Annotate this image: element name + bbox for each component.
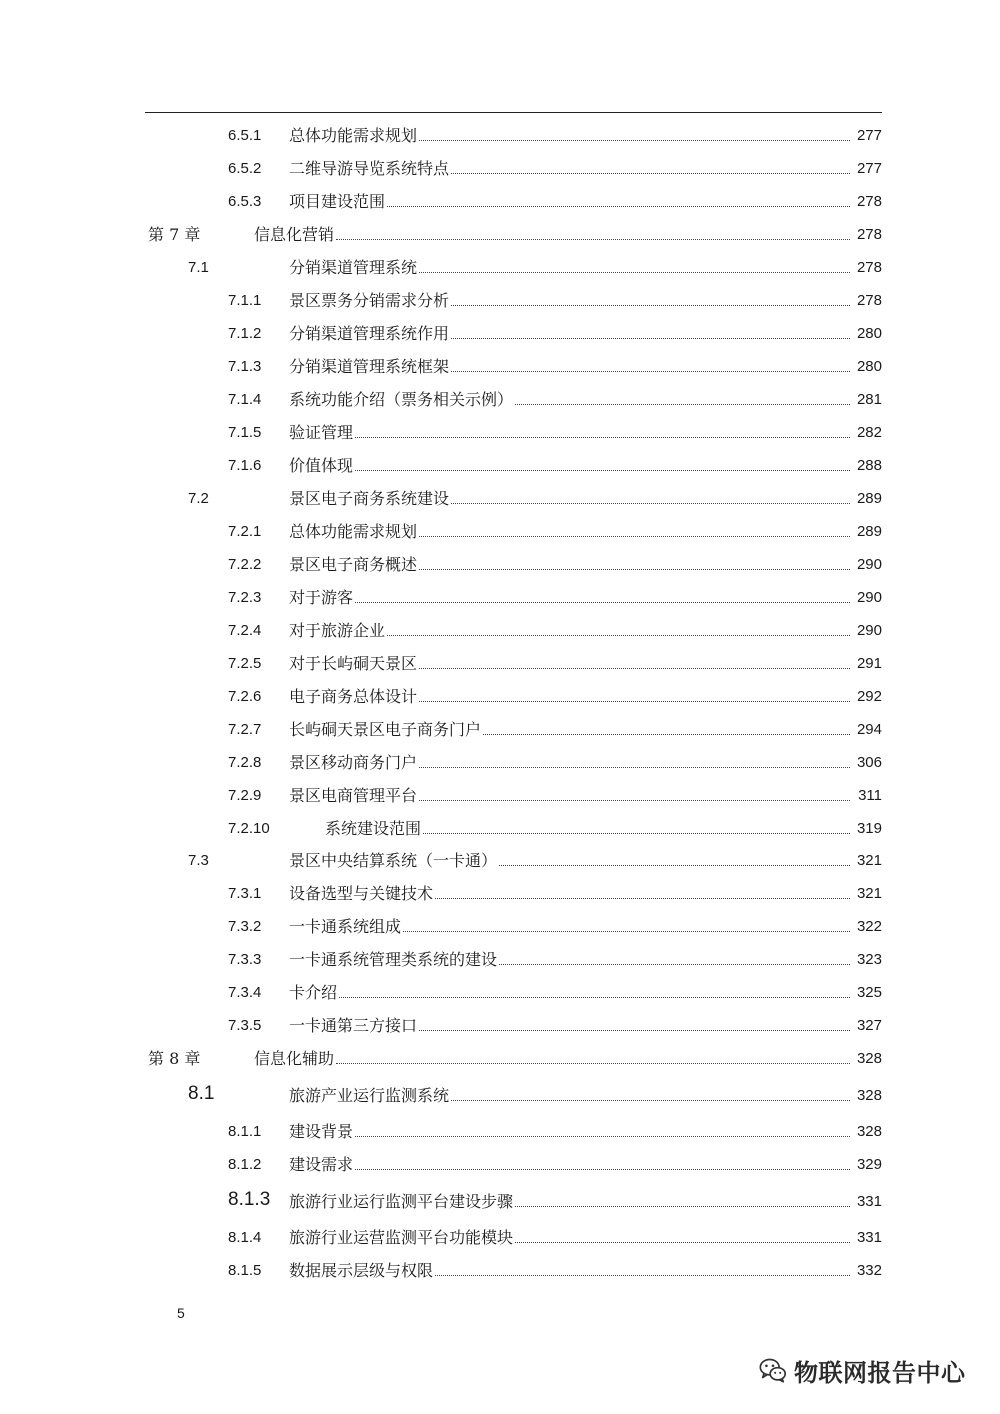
toc-entry-number: 8.1.5 bbox=[228, 1262, 262, 1279]
toc-entry-title: 长屿硐天景区电子商务门户 bbox=[289, 720, 482, 739]
toc-entry-page: 277 bbox=[855, 124, 882, 148]
toc-entry-page: 327 bbox=[855, 1014, 882, 1038]
toc-entry-title: 景区票务分销需求分析 bbox=[289, 291, 450, 310]
toc-entry-title: 卡介绍 bbox=[289, 983, 338, 1002]
toc-entry-page: 294 bbox=[855, 718, 882, 742]
toc-leader-dots bbox=[419, 272, 850, 273]
toc-leader-dots bbox=[451, 338, 850, 339]
toc-entry[interactable] bbox=[0, 619, 1000, 643]
toc-entry[interactable] bbox=[0, 1190, 1000, 1214]
toc-entry[interactable] bbox=[0, 520, 1000, 544]
toc-entry-page: 289 bbox=[855, 520, 882, 544]
toc-entry-page: 278 bbox=[855, 223, 882, 247]
toc-entry[interactable] bbox=[0, 1014, 1000, 1038]
toc-leader-dots bbox=[355, 1169, 850, 1170]
toc-entry[interactable] bbox=[0, 1084, 1000, 1108]
toc-entry-page: 321 bbox=[855, 849, 882, 873]
toc-leader-dots bbox=[336, 1063, 850, 1064]
toc-entry-title: 旅游产业运行监测系统 bbox=[289, 1086, 450, 1105]
toc-entry-page: 290 bbox=[855, 553, 882, 577]
toc-entry-title: 景区移动商务门户 bbox=[289, 753, 418, 772]
toc-entry-page: 321 bbox=[855, 882, 882, 906]
toc-entry-number: 6.5.1 bbox=[228, 127, 262, 144]
watermark bbox=[758, 1352, 966, 1388]
toc-entry[interactable] bbox=[0, 751, 1000, 775]
toc-leader-dots bbox=[419, 536, 850, 537]
toc-entry-title: 建设需求 bbox=[289, 1155, 354, 1174]
toc-entry[interactable] bbox=[0, 553, 1000, 577]
toc-entry-number: 7.2.5 bbox=[228, 655, 262, 672]
toc-entry-page: 278 bbox=[855, 190, 882, 214]
toc-entry[interactable] bbox=[0, 882, 1000, 906]
toc-entry-page: 277 bbox=[855, 157, 882, 181]
wechat-icon bbox=[758, 1355, 788, 1385]
toc-entry-title: 信息化营销 bbox=[254, 225, 335, 244]
toc-entry-number: 7.1.4 bbox=[228, 391, 262, 408]
toc-leader-dots bbox=[499, 865, 850, 866]
toc-leader-dots bbox=[419, 569, 850, 570]
toc-entry-number: 7.2.7 bbox=[228, 721, 262, 738]
page-number: 5 bbox=[177, 1305, 185, 1321]
toc-entry-page: 311 bbox=[856, 784, 882, 808]
toc-entry-title: 建设背景 bbox=[289, 1122, 354, 1141]
toc-entry[interactable] bbox=[0, 1120, 1000, 1144]
toc-entry-page: 290 bbox=[855, 586, 882, 610]
toc-entry[interactable] bbox=[0, 849, 1000, 873]
toc-entry-number: 8.1.3 bbox=[228, 1189, 271, 1210]
toc-leader-dots bbox=[451, 305, 850, 306]
toc-entry-title: 总体功能需求规划 bbox=[289, 126, 418, 145]
toc-entry[interactable] bbox=[0, 948, 1000, 972]
toc-entry-number: 8.1 bbox=[188, 1083, 215, 1104]
toc-entry-title: 电子商务总体设计 bbox=[289, 687, 418, 706]
toc-entry-number: 7.3 bbox=[188, 852, 209, 869]
toc-leader-dots bbox=[423, 833, 850, 834]
toc-entry[interactable] bbox=[0, 454, 1000, 478]
toc-leader-dots bbox=[419, 767, 850, 768]
toc-entry-page: 329 bbox=[855, 1153, 882, 1177]
toc-entry-title: 景区电子商务系统建设 bbox=[289, 489, 450, 508]
toc-entry-title: 对于长屿硐天景区 bbox=[289, 654, 418, 673]
toc-entry-title: 分销渠道管理系统作用 bbox=[289, 324, 450, 343]
toc-entry[interactable] bbox=[0, 915, 1000, 939]
toc-leader-dots bbox=[419, 701, 850, 702]
toc-entry-number: 第 8 章 bbox=[148, 1049, 201, 1068]
toc-entry-number: 7.2.6 bbox=[228, 688, 262, 705]
toc-entry-title: 一卡通第三方接口 bbox=[289, 1016, 418, 1035]
toc-entry-page: 280 bbox=[855, 322, 882, 346]
toc-entry-number: 7.3.5 bbox=[228, 1017, 262, 1034]
toc-leader-dots bbox=[419, 800, 850, 801]
toc-leader-dots bbox=[435, 1275, 850, 1276]
toc-entry-page: 331 bbox=[855, 1226, 882, 1250]
toc-entry-number: 第 7 章 bbox=[148, 225, 201, 244]
toc-entry-title: 景区电商管理平台 bbox=[289, 786, 418, 805]
toc-entry-number: 7.2.9 bbox=[228, 787, 262, 804]
toc-entry[interactable] bbox=[0, 685, 1000, 709]
toc-entry-title: 景区电子商务概述 bbox=[289, 555, 418, 574]
toc-entry[interactable] bbox=[0, 190, 1000, 214]
toc-entry[interactable] bbox=[0, 289, 1000, 313]
toc-entry-page: 328 bbox=[855, 1120, 882, 1144]
toc-entry-title: 数据展示层级与权限 bbox=[289, 1261, 434, 1280]
toc-leader-dots bbox=[387, 635, 850, 636]
toc-entry[interactable] bbox=[0, 1153, 1000, 1177]
toc-entry[interactable] bbox=[0, 388, 1000, 412]
toc-entry-page: 281 bbox=[855, 388, 882, 412]
toc-entry-number: 7.1.2 bbox=[228, 325, 262, 342]
toc-leader-dots bbox=[339, 997, 850, 998]
toc-leader-dots bbox=[451, 173, 850, 174]
toc-entry-title: 一卡通系统组成 bbox=[289, 917, 402, 936]
toc-entry-title: 系统功能介绍（票务相关示例） bbox=[289, 390, 514, 409]
toc-entry-title: 分销渠道管理系统 bbox=[289, 258, 418, 277]
toc-entry-page: 278 bbox=[855, 256, 882, 280]
toc-entry-title: 旅游行业运行监测平台建设步骤 bbox=[289, 1192, 514, 1211]
toc-leader-dots bbox=[419, 140, 850, 141]
toc-leader-dots bbox=[403, 931, 850, 932]
toc-leader-dots bbox=[451, 1100, 850, 1101]
toc-entry-number: 7.1.6 bbox=[228, 457, 262, 474]
toc-entry-page: 288 bbox=[855, 454, 882, 478]
toc-entry-page: 328 bbox=[855, 1047, 882, 1071]
toc-entry-page: 306 bbox=[855, 751, 882, 775]
toc-entry-title: 对于旅游企业 bbox=[289, 621, 386, 640]
toc-entry-title: 总体功能需求规划 bbox=[289, 522, 418, 541]
toc-entry-page: 328 bbox=[855, 1084, 882, 1108]
toc-entry-number: 7.2.1 bbox=[228, 523, 262, 540]
toc-entry-number: 7.2.4 bbox=[228, 622, 262, 639]
toc-entry-page: 291 bbox=[855, 652, 882, 676]
toc-entry-title: 设备选型与关键技术 bbox=[289, 884, 434, 903]
toc-entry[interactable] bbox=[0, 817, 1000, 841]
toc-entry[interactable] bbox=[0, 421, 1000, 445]
toc-entry-number: 8.1.4 bbox=[228, 1229, 262, 1246]
toc-entry-title: 对于游客 bbox=[289, 588, 354, 607]
toc-entry-number: 8.1.2 bbox=[228, 1156, 262, 1173]
toc-entry-page: 292 bbox=[855, 685, 882, 709]
toc-leader-dots bbox=[515, 1206, 850, 1207]
toc-entry[interactable] bbox=[0, 223, 1000, 247]
toc-entry[interactable] bbox=[0, 1259, 1000, 1283]
toc-entry-number: 7.3.4 bbox=[228, 984, 262, 1001]
toc-entry-page: 280 bbox=[855, 355, 882, 379]
toc-leader-dots bbox=[515, 1242, 850, 1243]
toc-entry-title: 系统建设范围 bbox=[325, 819, 422, 838]
toc-entry-page: 319 bbox=[855, 817, 882, 841]
toc-entry[interactable] bbox=[0, 322, 1000, 346]
toc-entry-title: 验证管理 bbox=[289, 423, 354, 442]
toc-entry-number: 6.5.3 bbox=[228, 193, 262, 210]
toc-entry[interactable] bbox=[0, 1047, 1000, 1071]
toc-leader-dots bbox=[355, 602, 850, 603]
toc-entry-number: 7.1.1 bbox=[228, 292, 262, 309]
toc-leader-dots bbox=[336, 239, 850, 240]
toc-entry-title: 一卡通系统管理类系统的建设 bbox=[289, 950, 498, 969]
toc-entry[interactable] bbox=[0, 718, 1000, 742]
toc-entry-number: 6.5.2 bbox=[228, 160, 262, 177]
toc-entry-number: 7.1.3 bbox=[228, 358, 262, 375]
toc-entry-page: 331 bbox=[855, 1190, 882, 1214]
toc-entry-page: 282 bbox=[855, 421, 882, 445]
toc-entry[interactable] bbox=[0, 487, 1000, 511]
toc-leader-dots bbox=[483, 734, 850, 735]
toc-entry-title: 价值体现 bbox=[289, 456, 354, 475]
toc-entry-page: 332 bbox=[855, 1259, 882, 1283]
toc-leader-dots bbox=[451, 503, 850, 504]
toc-entry-number: 7.2.10 bbox=[228, 820, 270, 837]
toc-entry[interactable] bbox=[0, 652, 1000, 676]
toc-entry-number: 7.3.2 bbox=[228, 918, 262, 935]
toc-entry-number: 7.1 bbox=[188, 259, 209, 276]
toc-entry-number: 7.1.5 bbox=[228, 424, 262, 441]
toc-entry-number: 7.2 bbox=[188, 490, 209, 507]
toc-leader-dots bbox=[419, 1030, 850, 1031]
toc-entry-page: 290 bbox=[855, 619, 882, 643]
toc-entry-title: 二维导游导览系统特点 bbox=[289, 159, 450, 178]
toc-entry-number: 7.3.1 bbox=[228, 885, 262, 902]
toc-entry-page: 289 bbox=[855, 487, 882, 511]
toc-leader-dots bbox=[387, 206, 850, 207]
toc-entry[interactable] bbox=[0, 157, 1000, 181]
toc-entry[interactable] bbox=[0, 784, 1000, 808]
toc-entry-title: 信息化辅助 bbox=[254, 1049, 335, 1068]
toc-entry-page: 325 bbox=[855, 981, 882, 1005]
toc-entry-number: 7.3.3 bbox=[228, 951, 262, 968]
toc-leader-dots bbox=[499, 964, 850, 965]
toc-entry-number: 7.2.8 bbox=[228, 754, 262, 771]
toc-leader-dots bbox=[355, 1136, 850, 1137]
toc-leader-dots bbox=[435, 898, 850, 899]
toc-entry[interactable] bbox=[0, 1226, 1000, 1250]
toc-entry-number: 7.2.2 bbox=[228, 556, 262, 573]
toc-entry-title: 景区中央结算系统（一卡通） bbox=[289, 851, 498, 870]
toc-entry-number: 8.1.1 bbox=[228, 1123, 262, 1140]
toc-leader-dots bbox=[355, 437, 850, 438]
toc-entry[interactable] bbox=[0, 981, 1000, 1005]
toc-entry[interactable] bbox=[0, 355, 1000, 379]
toc-entry-title: 项目建设范围 bbox=[289, 192, 386, 211]
toc-leader-dots bbox=[419, 668, 850, 669]
toc-entry-number: 7.2.3 bbox=[228, 589, 262, 606]
toc-entry[interactable] bbox=[0, 256, 1000, 280]
toc-leader-dots bbox=[355, 470, 850, 471]
toc-entry-page: 322 bbox=[855, 915, 882, 939]
toc-entry-title: 旅游行业运营监测平台功能模块 bbox=[289, 1228, 514, 1247]
toc-entry-title: 分销渠道管理系统框架 bbox=[289, 357, 450, 376]
toc-entry[interactable] bbox=[0, 124, 1000, 148]
toc-leader-dots bbox=[515, 404, 850, 405]
toc-entry-page: 323 bbox=[855, 948, 882, 972]
toc-leader-dots bbox=[451, 371, 850, 372]
toc-entry-page: 278 bbox=[855, 289, 882, 313]
watermark-text: 物联网报告中心 bbox=[794, 1358, 966, 1387]
toc-entry[interactable] bbox=[0, 586, 1000, 610]
